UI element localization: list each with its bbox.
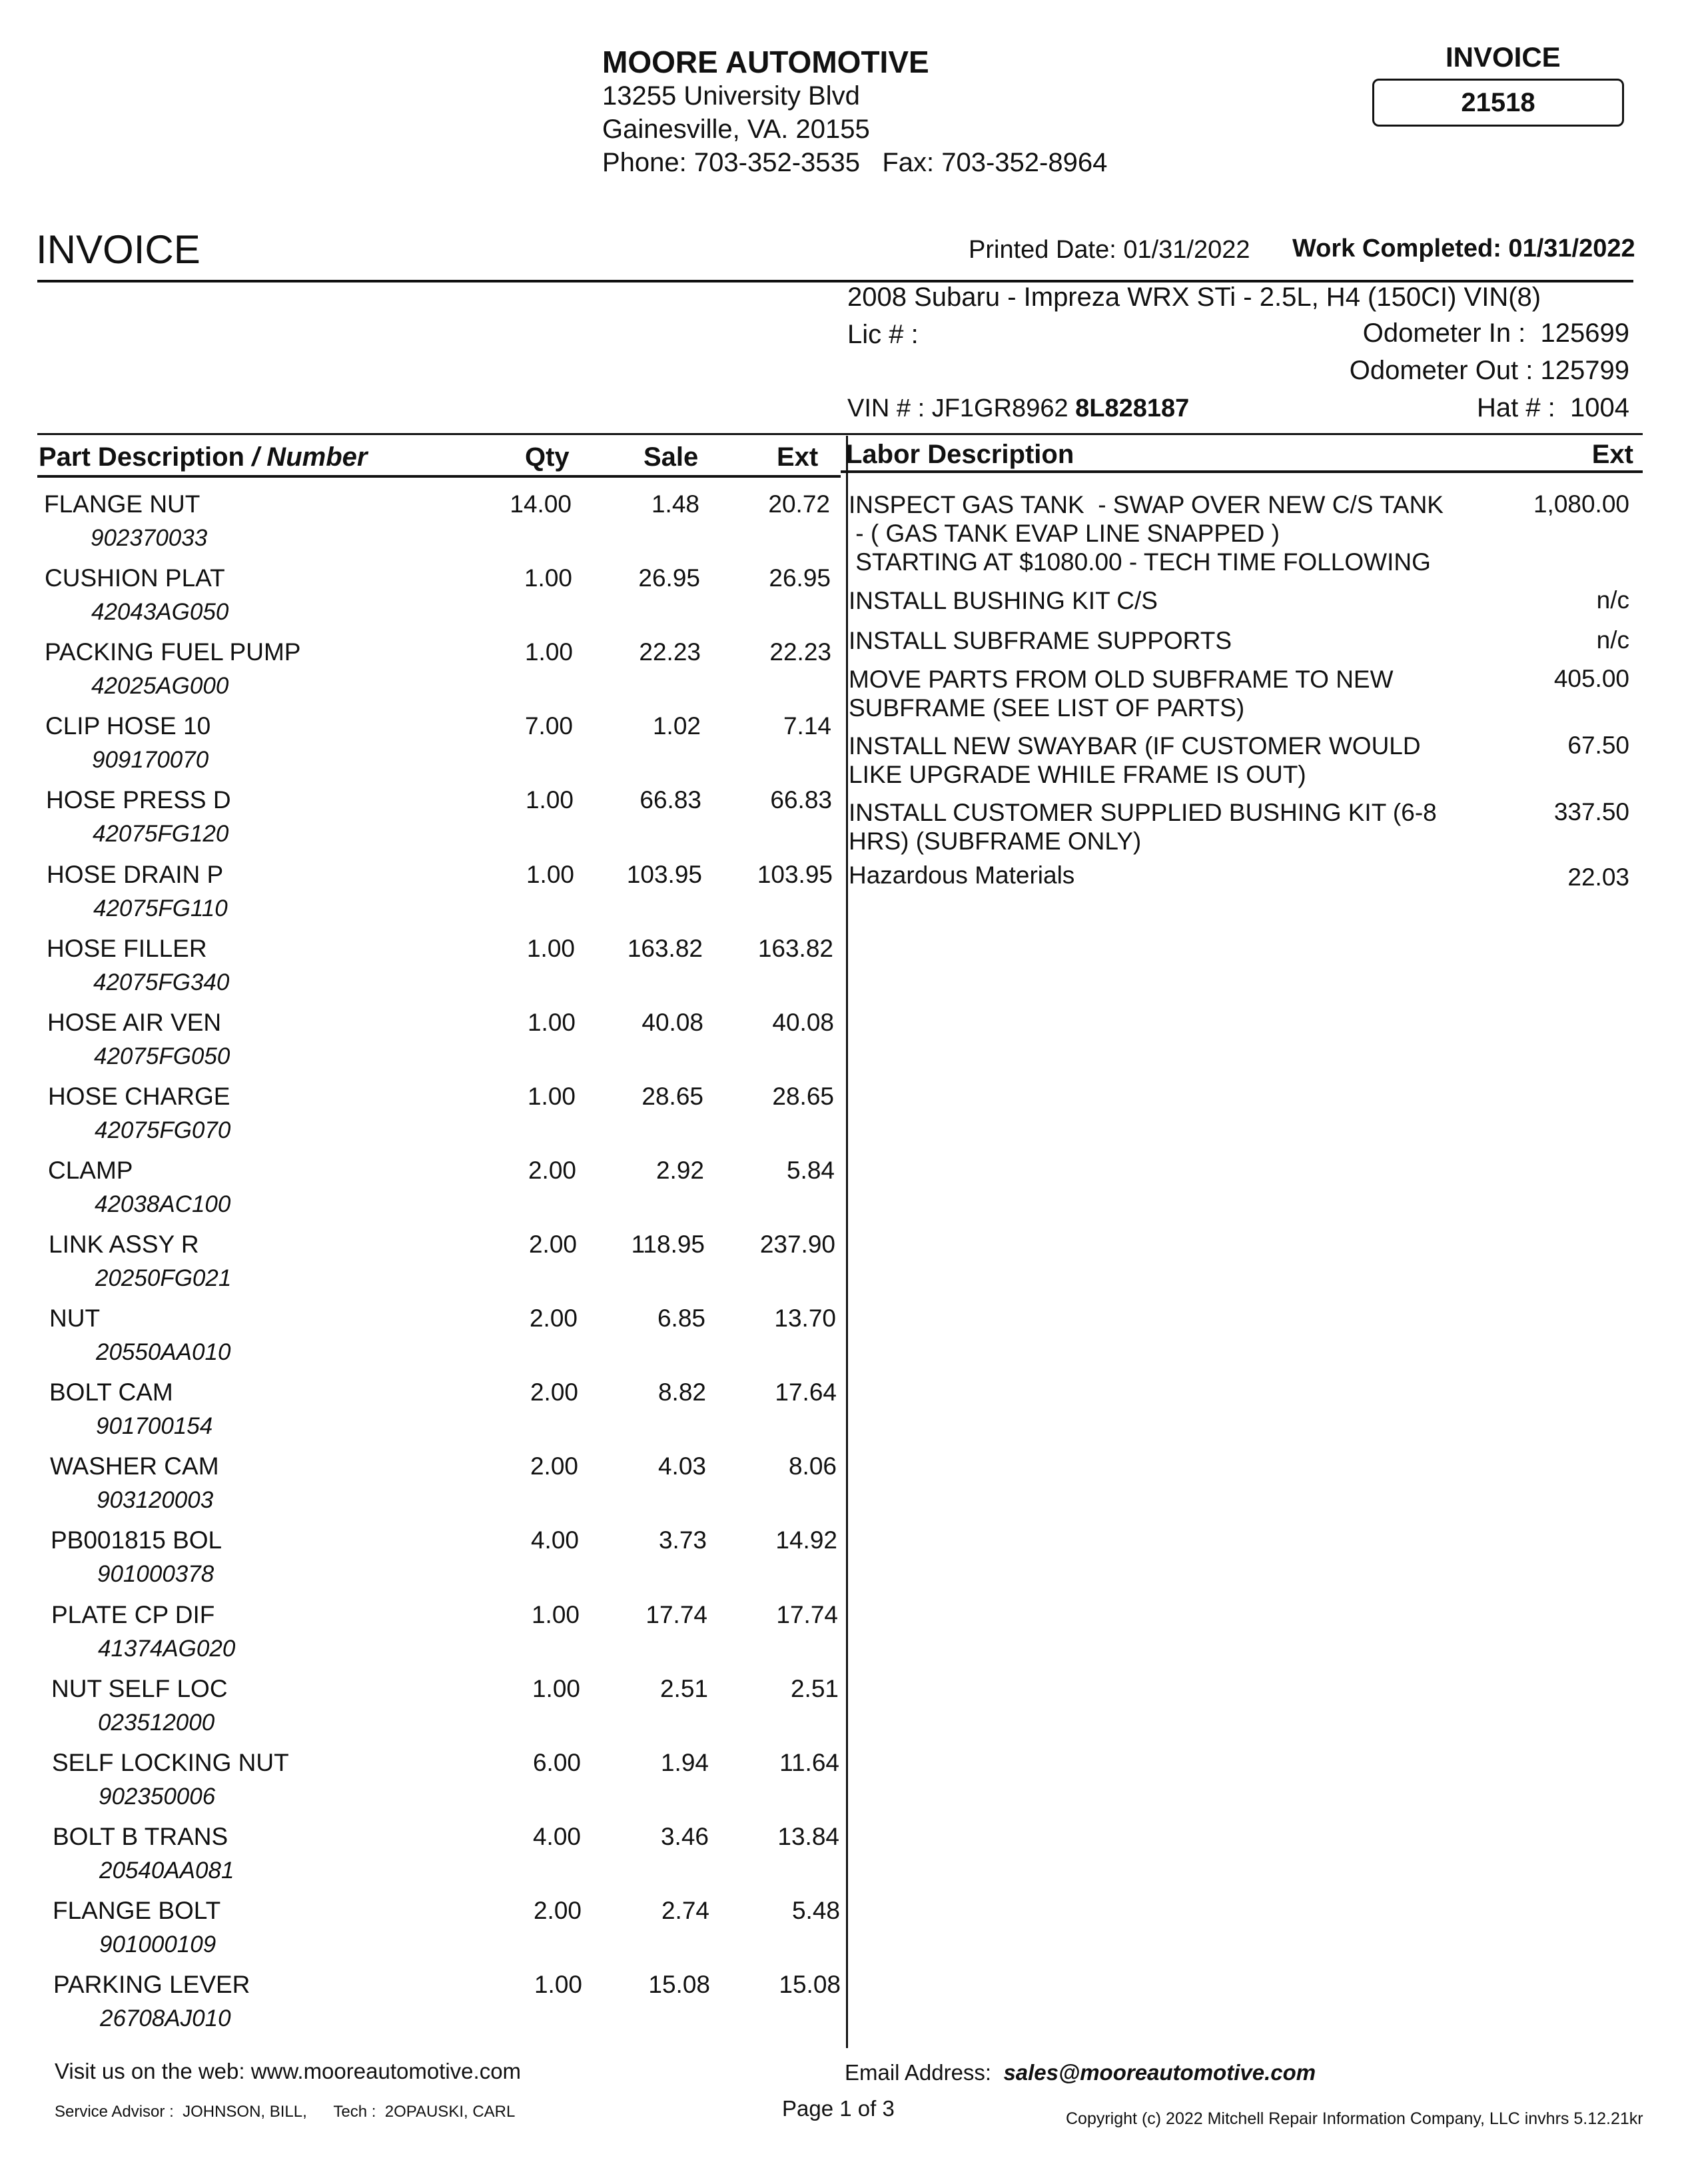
part-description: HOSE PRESS D: [46, 786, 231, 814]
part-qty: 1.00: [531, 1601, 580, 1628]
part-qty: 1.00: [527, 1009, 576, 1036]
part-description: NUT: [49, 1305, 101, 1332]
part-description: LINK ASSY R: [49, 1231, 199, 1258]
part-sale: 1.94: [660, 1749, 709, 1776]
part-sale: 3.46: [660, 1823, 709, 1850]
part-number: 901000109: [99, 1931, 216, 1957]
labor-ext: n/c: [1596, 626, 1629, 654]
part-number: 42075FG340: [93, 969, 230, 995]
parts-header-ext: Ext: [777, 442, 819, 472]
part-ext: 13.70: [774, 1305, 836, 1332]
part-sale: 163.82: [627, 935, 703, 962]
part-ext: 17.64: [775, 1378, 837, 1406]
part-sale: 26.95: [638, 564, 700, 592]
column-divider: [846, 436, 848, 2048]
part-sale: 28.65: [641, 1083, 703, 1110]
page-number: Page 1 of 3: [782, 2096, 895, 2121]
labor-description: INSTALL SUBFRAME SUPPORTS: [849, 627, 1232, 654]
invoice-number-box: [1372, 79, 1624, 127]
part-qty: 1.00: [524, 638, 573, 666]
labor-ext: 405.00: [1553, 665, 1629, 692]
parts-header-description: Part Description / Number: [39, 442, 368, 472]
part-number: 902370033: [91, 525, 208, 551]
parts-header-qty: Qty: [525, 442, 570, 472]
labor-ext: 1,080.00: [1533, 490, 1629, 518]
page-title: INVOICE: [36, 227, 201, 272]
part-qty: 14.00: [510, 490, 572, 518]
odometer-in: Odometer In : 125699: [1362, 318, 1629, 348]
part-qty: 1.00: [534, 1971, 582, 1998]
part-number: 26708AJ010: [100, 2005, 231, 2031]
part-qty: 4.00: [532, 1823, 581, 1850]
part-ext: 14.92: [775, 1526, 837, 1554]
part-description: PLATE CP DIF: [51, 1601, 215, 1628]
labor-description: MOVE PARTS FROM OLD SUBFRAME TO NEW: [849, 666, 1394, 693]
part-ext: 28.65: [772, 1083, 834, 1110]
divider: [37, 433, 1643, 435]
vin-prefix: VIN # : JF1GR8962: [847, 394, 1076, 422]
part-ext: 5.84: [786, 1157, 835, 1184]
part-qty: 1.00: [525, 786, 574, 814]
part-ext: 2.51: [790, 1675, 839, 1702]
part-description: PACKING FUEL PUMP: [45, 638, 301, 666]
part-sale: 17.74: [645, 1601, 707, 1628]
odometer-out: Odometer Out : 125799: [1349, 356, 1629, 385]
part-sale: 22.23: [639, 638, 701, 666]
part-sale: 2.74: [661, 1897, 709, 1924]
part-ext: 7.14: [783, 712, 831, 740]
part-number: 42025AG000: [91, 673, 229, 699]
labor-description: STARTING AT $1080.00 - TECH TIME FOLLOWING: [849, 548, 1431, 576]
part-qty: 2.00: [528, 1157, 576, 1184]
part-description: CLAMP: [48, 1157, 133, 1184]
parts-header-sale: Sale: [643, 442, 699, 472]
part-sale: 2.51: [659, 1675, 708, 1702]
vehicle-description: 2008 Subaru - Impreza WRX STi - 2.5L, H4 (150CI) VIN(8): [847, 282, 1541, 312]
part-ext: 15.08: [779, 1971, 841, 1998]
labor-header-description: Labor Description: [846, 440, 1074, 469]
vin: [847, 394, 1189, 423]
part-ext: 103.95: [757, 861, 833, 888]
part-number: 902350006: [99, 1784, 216, 1810]
part-number: 20540AA081: [99, 1858, 234, 1884]
labor-description: INSTALL CUSTOMER SUPPLIED BUSHING KIT (6-8: [849, 799, 1437, 826]
part-sale: 2.92: [655, 1157, 704, 1184]
part-number: 42038AC100: [95, 1191, 231, 1217]
part-qty: 7.00: [524, 712, 573, 740]
part-sale: 4.03: [657, 1452, 706, 1480]
part-number: 023512000: [98, 1710, 215, 1736]
shop-phone-fax: Phone: 703-352-3535 Fax: 703-352-8964: [602, 148, 1108, 177]
part-description: CUSHION PLAT: [45, 564, 225, 592]
labor-description: Hazardous Materials: [849, 861, 1075, 889]
part-description: HOSE CHARGE: [48, 1083, 230, 1110]
labor-header-ext: Ext: [1591, 440, 1633, 469]
part-description: BOLT B TRANS: [53, 1823, 228, 1850]
part-description: HOSE FILLER: [47, 935, 207, 962]
part-number: 42075FG110: [93, 895, 228, 921]
part-qty: 6.00: [532, 1749, 581, 1776]
part-sale: 1.02: [652, 712, 701, 740]
part-qty: 1.00: [532, 1675, 580, 1702]
divider: [37, 475, 841, 478]
part-ext: 20.72: [768, 490, 830, 518]
part-sale: 8.82: [657, 1378, 706, 1406]
part-qty: 1.00: [526, 861, 574, 888]
labor-ext: 22.03: [1567, 863, 1629, 891]
part-ext: 237.90: [759, 1231, 835, 1258]
license-number: Lic # :: [847, 320, 919, 349]
shop-address-line1: 13255 University Blvd: [602, 81, 860, 111]
part-number: 901000378: [97, 1561, 214, 1587]
part-ext: 22.23: [769, 638, 831, 666]
part-qty: 2.00: [530, 1452, 578, 1480]
part-sale: 1.48: [651, 490, 699, 518]
part-ext: 40.08: [772, 1009, 834, 1036]
part-description: FLANGE NUT: [44, 490, 201, 518]
part-sale: 40.08: [641, 1009, 703, 1036]
part-number: 42075FG120: [93, 821, 229, 847]
part-number: 42075FG070: [95, 1117, 231, 1143]
part-ext: 13.84: [777, 1823, 839, 1850]
labor-ext: 337.50: [1553, 798, 1629, 825]
labor-description: INSTALL NEW SWAYBAR (IF CUSTOMER WOULD: [849, 732, 1421, 760]
shop-name: MOORE AUTOMOTIVE: [602, 45, 929, 79]
work-completed-date: Work Completed: 01/31/2022: [1292, 235, 1635, 263]
part-ext: 163.82: [757, 935, 833, 962]
website: Visit us on the web: www.mooreautomotive.com: [55, 2059, 522, 2083]
part-qty: 2.00: [530, 1378, 578, 1406]
labor-description: LIKE UPGRADE WHILE FRAME IS OUT): [849, 761, 1306, 788]
part-ext: 66.83: [770, 786, 832, 814]
part-description: SELF LOCKING NUT: [52, 1749, 289, 1776]
part-number: 901700154: [96, 1413, 213, 1439]
part-number: 42043AG050: [91, 599, 229, 625]
part-ext: 8.06: [788, 1452, 837, 1480]
part-sale: 15.08: [648, 1971, 710, 1998]
part-qty: 2.00: [529, 1305, 578, 1332]
email-address: Email Address: sales@mooreautomotive.com: [845, 2060, 1316, 2085]
copyright: Copyright (c) 2022 Mitchell Repair Information Company, LLC invhrs 5.12.21kr: [1066, 2109, 1643, 2128]
labor-description: INSPECT GAS TANK - SWAP OVER NEW C/S TANK: [849, 491, 1444, 518]
part-ext: 11.64: [779, 1749, 839, 1776]
part-number: 41374AG020: [98, 1636, 236, 1662]
part-description: CLIP HOSE 10: [45, 712, 211, 740]
part-sale: 118.95: [631, 1231, 705, 1258]
vin-suffix: 8L828187: [1075, 394, 1190, 422]
part-qty: 2.00: [528, 1231, 577, 1258]
part-number: 909170070: [92, 747, 209, 773]
part-sale: 103.95: [626, 861, 702, 888]
part-description: HOSE AIR VEN: [47, 1009, 222, 1036]
part-description: FLANGE BOLT: [53, 1897, 221, 1924]
part-qty: 1.00: [526, 935, 575, 962]
part-description: PB001815 BOL: [51, 1526, 222, 1554]
labor-ext: 67.50: [1567, 732, 1629, 759]
part-description: HOSE DRAIN P: [47, 861, 224, 888]
part-number: 903120003: [97, 1487, 214, 1513]
part-ext: 26.95: [769, 564, 831, 592]
printed-date: Printed Date: 01/31/2022: [969, 236, 1250, 264]
hat-number: Hat # : 1004: [1476, 393, 1629, 422]
labor-description: HRS) (SUBFRAME ONLY): [849, 827, 1142, 855]
invoice-number: 21518: [1461, 87, 1535, 117]
part-number: 42075FG050: [94, 1043, 230, 1069]
part-sale: 3.73: [658, 1526, 707, 1554]
shop-address-line2: Gainesville, VA. 20155: [602, 115, 870, 144]
invoice-box-label: INVOICE: [1446, 41, 1561, 73]
part-sale: 6.85: [657, 1305, 705, 1332]
part-sale: 66.83: [639, 786, 701, 814]
part-ext: 5.48: [791, 1897, 840, 1924]
part-description: PARKING LEVER: [53, 1971, 250, 1998]
part-qty: 1.00: [524, 564, 572, 592]
labor-description: - ( GAS TANK EVAP LINE SNAPPED ): [849, 520, 1280, 547]
labor-description: INSTALL BUSHING KIT C/S: [849, 587, 1158, 614]
part-number: 20550AA010: [96, 1339, 231, 1365]
part-description: WASHER CAM: [50, 1452, 219, 1480]
part-qty: 4.00: [530, 1526, 579, 1554]
part-ext: 17.74: [776, 1601, 838, 1628]
part-qty: 1.00: [527, 1083, 576, 1110]
part-number: 20250FG021: [95, 1265, 232, 1291]
divider: [841, 470, 1643, 473]
labor-ext: n/c: [1596, 586, 1629, 614]
part-qty: 2.00: [533, 1897, 582, 1924]
service-advisor: Service Advisor : JOHNSON, BILL, Tech : 2OPAUSKI, CARL: [55, 2103, 516, 2121]
labor-description: SUBFRAME (SEE LIST OF PARTS): [849, 694, 1245, 722]
part-description: BOLT CAM: [49, 1378, 173, 1406]
part-description: NUT SELF LOC: [51, 1675, 228, 1702]
